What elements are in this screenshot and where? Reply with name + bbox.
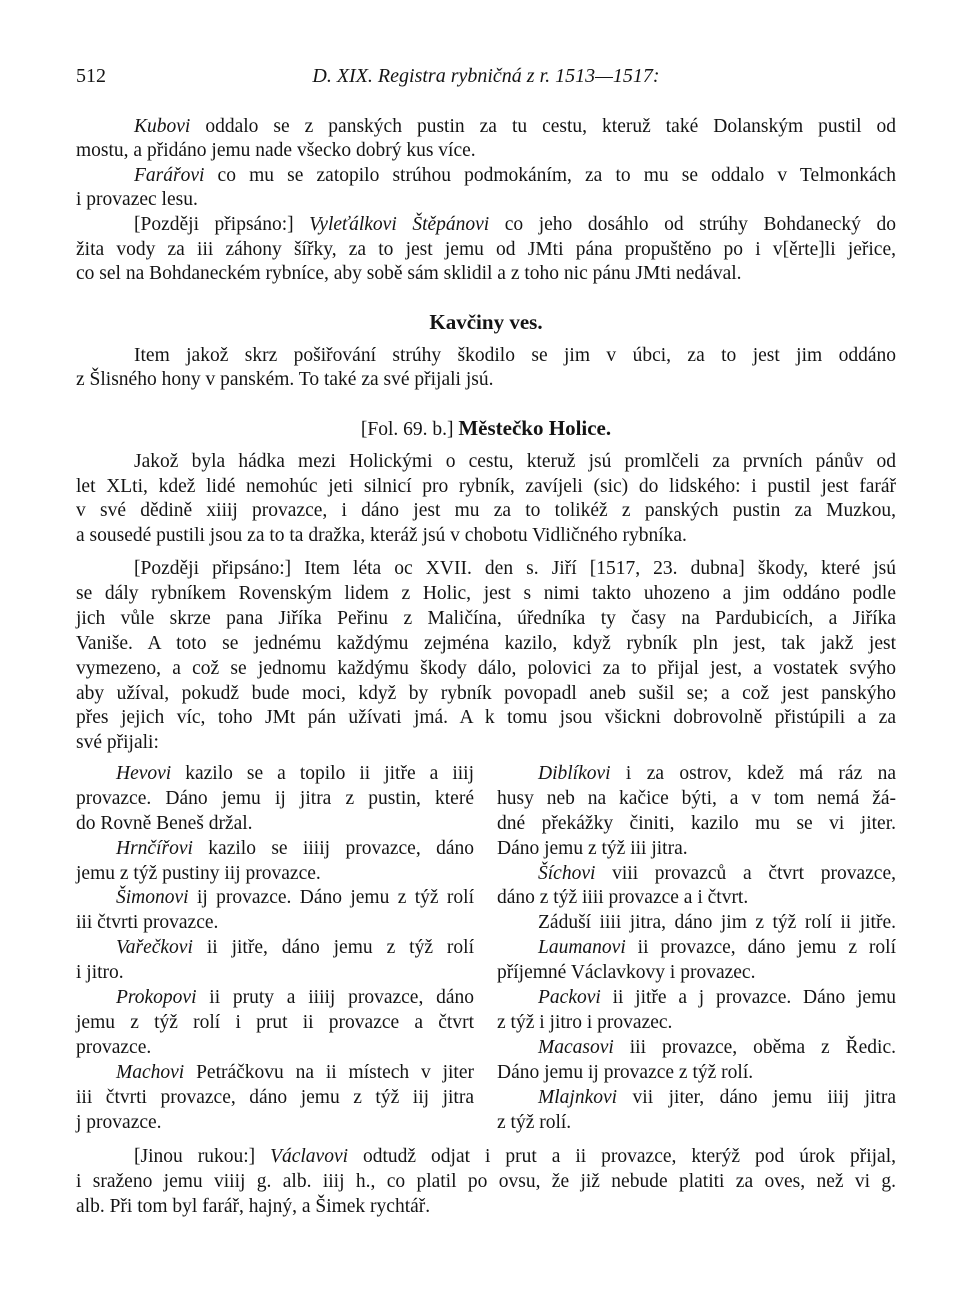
folio-reference: [Fol. 69. b.]	[360, 419, 459, 440]
person-name: Šíchovi	[538, 863, 596, 884]
column-line: z týž rolí.	[497, 1112, 572, 1133]
person-name: Farářovi	[134, 165, 205, 186]
column-line: j provazce.	[76, 1112, 162, 1133]
section-heading-line	[76, 416, 896, 442]
person-name: Laumanovi	[538, 937, 626, 958]
column-line: Šíchovi viii provazců a čtvrt provazce,	[538, 863, 896, 884]
column-line: husy neb na kačice býti, a v tom nemá žá-	[497, 788, 896, 809]
person-name: Václavovi	[270, 1146, 349, 1167]
column-line: Hrnčířovi kazilo se iiiij provazce, dáno	[116, 838, 474, 859]
paragraph-line: Farářovi co mu se zatopilo strúhou podmokáním, za to mu se oddalo v Telmonkách	[134, 165, 896, 186]
paragraph-line: let XLti, kdež lidé nemohúc jeti silnicí pro rybník, zavíjeli (sic) do lidského: i pustil jest farář	[76, 476, 896, 497]
paragraph-line: Jakož byla hádka mezi Holickými o cestu, kteruž jsú promlčeli za prvních pánův od	[134, 451, 896, 472]
column-line: Dáno jemu z týž iii jitra.	[497, 838, 688, 859]
paragraph-line: mostu, a přidáno jemu nade všecko dobrý kus více.	[76, 140, 476, 161]
person-name: Prokopovi	[116, 987, 197, 1008]
person-name: Kubovi	[134, 116, 191, 137]
paragraph-line: v své dědině xiiij provazce, i dáno jest mu za to tolikéž z panských pustin za Muzkou,	[76, 500, 896, 521]
paragraph-line: Vaniše. A toto se jednému každýmu zejména kazilo, když rybník pln jest, tak jakž jest	[76, 633, 896, 654]
column-line: Hevovi kazilo se a topilo ii jitře a iiij	[116, 763, 474, 784]
paragraph-line: Item jakož skrz pošiřování strúhy škodilo se jim v úbci, za to jest jim oddáno	[134, 345, 896, 366]
column-line: Prokopovi ii pruty a iiiij provazce, dáno	[116, 987, 474, 1008]
paragraph-line: i provazec lesu.	[76, 189, 198, 210]
paragraph-line: z Šlisného hony v panském. To také za své přijali jsú.	[76, 369, 494, 390]
column-line: dáno z týž iiii provazce a i čtvrt.	[497, 887, 749, 908]
paragraph-line: přes jejich víc, toho JMt pán užívati jmá. A k tomu jsou všickni dobrovolně přistúpili a za	[76, 707, 896, 728]
paragraph-line: a sousedé pustili jsou za to ta dražka, kteráž jsú v chobotu Vidličného rybníka.	[76, 525, 687, 546]
column-line: Šimonovi ij provazce. Dáno jemu z týž rolí	[116, 887, 474, 908]
column-line: Diblíkovi i za ostrov, kdež má ráz na	[538, 763, 896, 784]
person-name: Vařečkovi	[116, 937, 193, 958]
paragraph-line: své přijali:	[76, 732, 159, 753]
paragraph-line: i sraženo jemu viiij g. alb. iiij h., co platil po ovsu, že již nebude platiti za oves, než vi g.	[76, 1171, 896, 1192]
column-line: příjemné Václavkovy i provazec.	[497, 962, 756, 983]
paragraph-line: Kubovi oddalo se z panských pustin za tu cestu, kteruž také Dolanským pustil od	[134, 116, 896, 137]
column-line: Packovi ii jitře a j provazce. Dáno jemu	[538, 987, 896, 1008]
paragraph-line: žita vody za iii záhony šířky, za to jest jemu od JMti pána propuštěno po i v[ěrte]li jeřice,	[76, 239, 896, 260]
column-line: Záduší iiii jitra, dáno jim z týž rolí ii jitře.	[538, 912, 896, 933]
paragraph-line: co sel na Bohdaneckém rybníce, aby sobě sám sklidil a z toho nic pánu JMti nedával.	[76, 263, 742, 284]
paragraph-line: [Později připsáno:] Vyleťálkovi Štěpánovi co jeho dosáhlo od strúhy Bohdanecký do	[134, 214, 896, 235]
paragraph-line: alb. Při tom byl farář, hajný, a Šimek rychtář.	[76, 1196, 431, 1217]
paragraph-line: aby užíval, pokudž bude moci, když by rybník povopadl aneb sušil se; a což jest panskýho	[76, 683, 896, 704]
column-line: z týž i jitro i provazec.	[497, 1012, 673, 1033]
column-line: i jitro.	[76, 962, 124, 983]
person-name: Packovi	[538, 987, 601, 1008]
running-title: D. XIX. Registra rybničná z r. 1513—1517:	[312, 65, 660, 87]
page-number: 512	[76, 65, 106, 87]
column-line: do Rovně Beneš držal.	[76, 813, 253, 834]
column-line: provazce. Dáno jemu ij jitra z pustin, které	[76, 788, 474, 809]
person-name: Vyleťálkovi Štěpánovi	[309, 214, 490, 235]
section-heading: Kavčiny ves.	[429, 310, 543, 334]
section-heading: Městečko Holice.	[458, 416, 612, 440]
column-line: provazce.	[76, 1037, 152, 1058]
paragraph-line: [Později připsáno:] Item léta oc XVII. den s. Jiří [1517, 23. dubna] škody, které jsú	[134, 558, 896, 579]
paragraph-line: jich vůle skrze pana Jiříka Peřinu z Maličína, úředníka ty časy na Pardubicích, a Jiříka	[76, 608, 896, 629]
column-line: iii čtvrti provazce, dáno jemu z týž iij jitra	[76, 1087, 474, 1108]
column-line: Macasovi iii provazce, oběma z Ředic.	[538, 1037, 896, 1058]
column-line: jemu z týž pustiny iij provazce.	[76, 863, 321, 884]
person-name: Macasovi	[538, 1037, 614, 1058]
column-line: dné překážky činiti, kazilo mu se vi jiter.	[497, 813, 896, 834]
person-name: Hevovi	[116, 763, 172, 784]
paragraph-line: [Jinou rukou:] Václavovi odtudž odjat i prut a ii provazce, kterýž pod úrok přijal,	[134, 1146, 896, 1167]
column-line: Mlajnkovi vii jiter, dáno jemu iiij jitra	[538, 1087, 896, 1108]
person-name: Machovi	[116, 1062, 185, 1083]
column-line: Laumanovi ii provazce, dáno jemu z rolí	[538, 937, 896, 958]
person-name: Hrnčířovi	[116, 838, 193, 859]
person-name: Mlajnkovi	[538, 1087, 618, 1108]
person-name: Diblíkovi	[538, 763, 611, 784]
paragraph-line: se dály rybníkem Rovenským lidem z Holic, jest s nimi takto uhozeno a jim oddáno podle	[76, 583, 896, 604]
column-line: Vařečkovi ii jitře, dáno jemu z týž rolí	[116, 937, 474, 958]
column-line: Dáno jemu ij provazce z týž rolí.	[497, 1062, 754, 1083]
paragraph-line: vymezeno, a což se jednomu každýmu škody dálo, polovici za to přijal jest, a vostatek svýho	[76, 658, 896, 679]
column-line: iii čtvrti provazce.	[76, 912, 219, 933]
column-line: Machovi Petráčkovu na ii místech v jiter	[116, 1062, 474, 1083]
column-line: jemu z týž rolí i prut ii provazce a čtvrt	[76, 1012, 474, 1033]
person-name: Šimonovi	[116, 887, 189, 908]
